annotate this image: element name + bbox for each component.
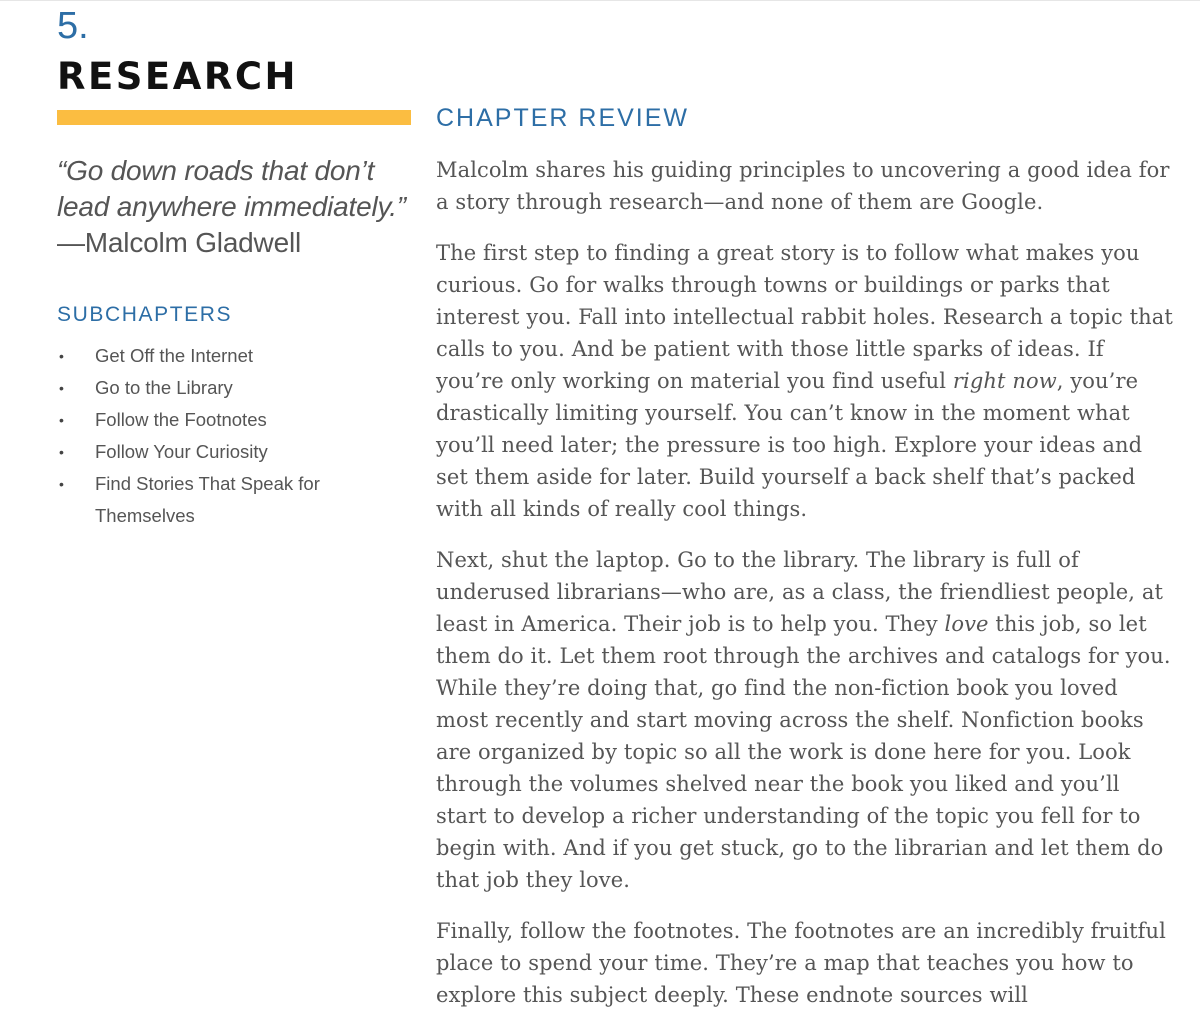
bullet-icon: • bbox=[59, 444, 64, 460]
chapter-title: RESEARCH bbox=[57, 55, 298, 98]
subchapters-heading: SUBCHAPTERS bbox=[57, 303, 233, 326]
review-text: , you’re drastically limiting yourself. You can’t know in the moment what you’ll need later; the pressure is too high. Explore your ideas and set them aside for later. Build yourself a back shelf that’s packed with all kinds of really cool things. bbox=[436, 369, 1143, 521]
review-paragraph-3 bbox=[436, 544, 1176, 896]
subchapter-item[interactable] bbox=[57, 372, 397, 404]
bullet-icon: • bbox=[59, 348, 64, 364]
bullet-icon: • bbox=[59, 412, 64, 428]
review-emphasis: love bbox=[944, 612, 989, 636]
subchapter-list bbox=[57, 340, 397, 532]
subchapter-item[interactable] bbox=[57, 436, 397, 468]
review-paragraph-4: Finally, follow the footnotes. The footnotes are an incredibly fruitful place to spend your time. They’re a map that teaches you how to explore this subject deeply. These endnote sources will bbox=[436, 919, 1166, 1007]
quote-attribution: —Malcolm Gladwell bbox=[57, 227, 301, 258]
subchapter-label: Follow the Footnotes bbox=[95, 409, 267, 430]
subchapter-item[interactable] bbox=[57, 404, 397, 436]
quote-text: “Go down roads that don’t lead anywhere immediately.” bbox=[57, 155, 406, 222]
review-emphasis: right now bbox=[952, 369, 1057, 393]
review-text: The first step to finding a great story is to follow what makes you curious. Go for walks through towns or buildings or parks that interest you. Fall into intellectual rabbit holes. Research a topic that calls to you. And be patient with those little sparks of ideas. If you’re only working on material you find useful bbox=[436, 241, 1173, 393]
bullet-icon: • bbox=[59, 380, 64, 396]
chapter-review-body bbox=[436, 154, 1176, 1030]
subchapter-label: Get Off the Internet bbox=[95, 345, 254, 366]
bullet-icon: • bbox=[59, 476, 64, 492]
chapter-review-heading: CHAPTER REVIEW bbox=[436, 104, 690, 132]
subchapter-item[interactable] bbox=[57, 340, 397, 372]
page-top-edge bbox=[0, 0, 1200, 1]
subchapter-label: Follow Your Curiosity bbox=[95, 441, 268, 462]
review-text: Next, shut the laptop. Go to the library. The library is full of underused librarians—who are, as a class, the friendliest people, at least in America. Their job is to help you. They bbox=[436, 548, 1163, 636]
chapter-number: 5. bbox=[57, 5, 89, 47]
pull-quote bbox=[57, 153, 417, 261]
review-paragraph-1: Malcolm shares his guiding principles to uncovering a good idea for a story through research—and none of them are Google. bbox=[436, 158, 1170, 214]
subchapter-label: Go to the Library bbox=[95, 377, 233, 398]
accent-bar bbox=[57, 110, 411, 125]
review-text: this job, so let them do it. Let them root through the archives and catalogs for you. While they’re doing that, go find the non-fiction book you loved most recently and start moving across the shelf. Nonfiction books are organized by topic so all the work is done here for you. Look through the volumes shelved near the book you liked and you’ll start to develop a richer understanding of the topic you fell for to begin with. And if you get stuck, go to the librarian and let them do that job they love. bbox=[436, 612, 1171, 892]
subchapter-label: Find Stories That Speak for Themselves bbox=[95, 473, 320, 526]
subchapter-item[interactable] bbox=[57, 468, 397, 532]
review-paragraph-2 bbox=[436, 237, 1176, 525]
